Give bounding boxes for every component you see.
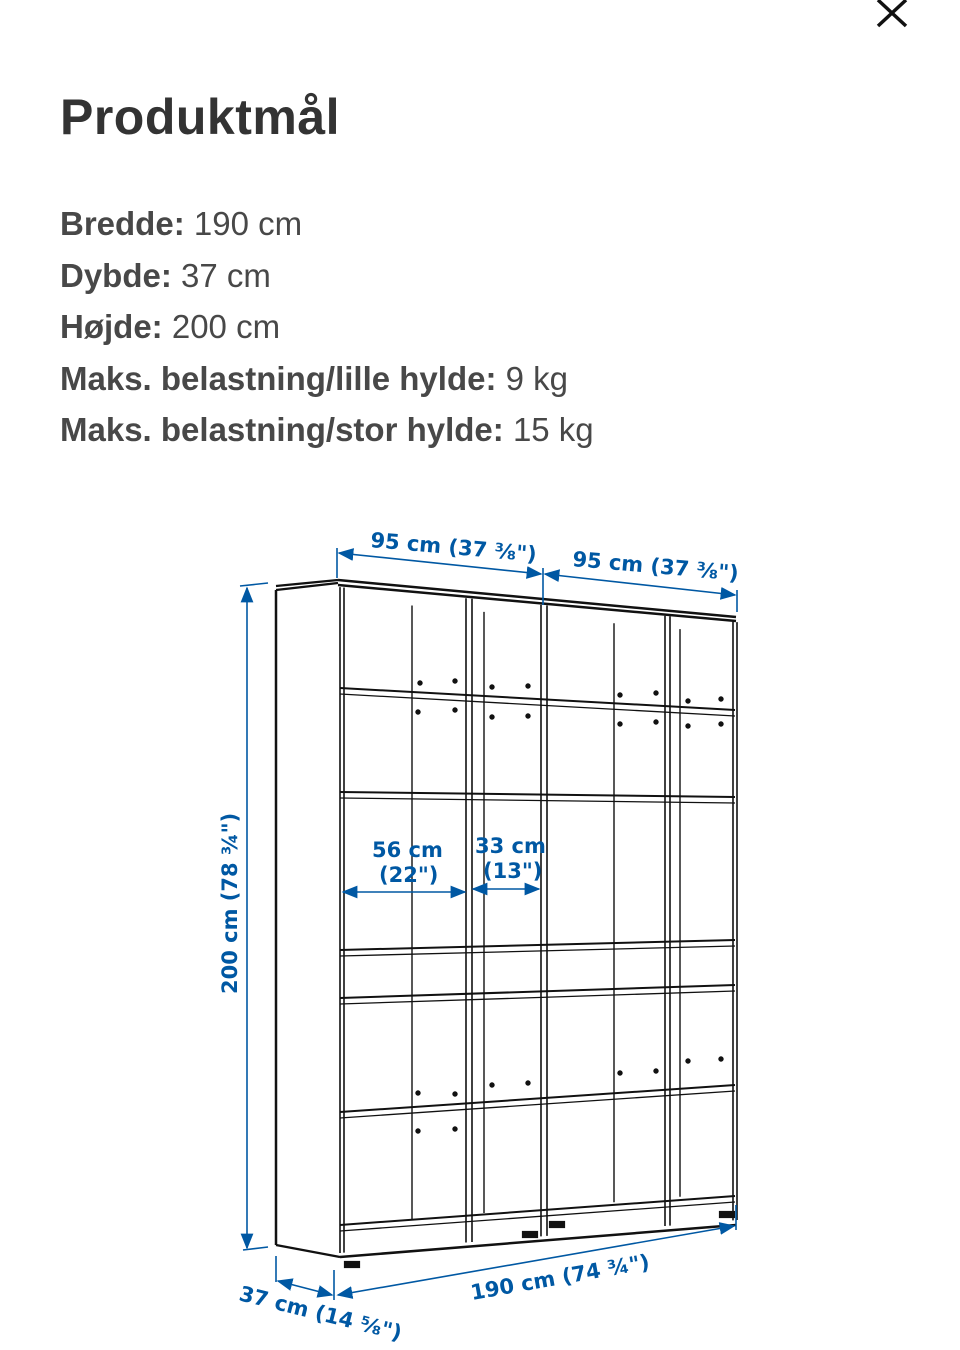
spec-label: Maks. belastning/lille hylde:	[60, 359, 497, 397]
shelf-pin-hole	[719, 1057, 722, 1060]
shelf-pin-hole	[416, 1129, 419, 1132]
shelf-pin-hole	[416, 1091, 419, 1094]
shelf-pin-hole	[526, 684, 529, 687]
close-icon	[872, 0, 912, 28]
spec-label: Maks. belastning/stor hylde:	[60, 411, 504, 448]
shelf-pin-hole	[490, 1083, 493, 1086]
bookcase-line	[340, 1225, 736, 1257]
bookcase-line	[340, 1202, 735, 1231]
shelf-pin-hole	[453, 1092, 456, 1095]
shelf-pin-hole	[719, 697, 722, 700]
bookcase-line	[276, 1245, 340, 1257]
bookcase-line	[340, 985, 735, 998]
shelf-pin-hole	[526, 714, 529, 717]
spec-height	[60, 301, 594, 353]
small-shelf-width-inch: (13")	[483, 859, 543, 883]
shelf-pin-hole	[686, 1059, 689, 1062]
bookcase-line	[340, 792, 735, 797]
shelf-pin-hole	[654, 1069, 657, 1072]
spec-depth	[60, 250, 594, 302]
bookcase-line	[340, 688, 735, 710]
spec-max-load-small	[60, 353, 594, 405]
spec-width	[60, 198, 594, 250]
spec-value: 9 kg	[505, 359, 568, 397]
shelf-pin-hole	[686, 724, 689, 727]
shelf-pin-hole	[654, 720, 657, 723]
width-right-label: 95 cm (37 ⅜")	[571, 547, 740, 586]
spec-max-load-large	[60, 404, 594, 456]
spec-label: Dybde:	[60, 256, 172, 294]
shelf-pin-hole	[654, 691, 657, 694]
spec-value: 200 cm	[171, 308, 281, 345]
shelf-pin-hole	[618, 1071, 621, 1074]
bookcase-foot	[345, 1262, 359, 1267]
bookcase-line	[340, 1091, 735, 1118]
bookcase-line	[340, 991, 735, 1004]
shelf-pin-hole	[490, 685, 493, 688]
bookcase-dimension-drawing	[0, 500, 960, 1350]
shelf-pin-hole	[490, 715, 493, 718]
shelf-pin-hole	[453, 708, 456, 711]
bookcase-line	[338, 580, 736, 617]
height-label: 200 cm (78 ¾")	[218, 812, 242, 994]
spec-list	[60, 198, 594, 456]
bookcase-foot	[523, 1232, 537, 1237]
dimension-lines	[240, 548, 737, 1300]
total-width-label: 190 cm (74 ¾")	[468, 1249, 652, 1305]
bookcase-foot	[720, 1212, 734, 1217]
shelf-pin-hole	[453, 679, 456, 682]
close-button[interactable]	[872, 0, 912, 28]
bookcase-foot	[550, 1222, 564, 1227]
shelf-pin-hole	[526, 1081, 529, 1084]
spec-value: 190 cm	[193, 205, 303, 242]
bookcase-illustration	[276, 580, 737, 1267]
shelf-pin-hole	[719, 722, 722, 725]
large-shelf-width-label: 56 cm	[372, 838, 443, 862]
page-title: Produktmål	[60, 89, 341, 145]
bookcase-line	[340, 1196, 735, 1225]
shelf-pin-hole	[418, 681, 421, 684]
bookcase-line	[338, 585, 736, 621]
shelf-pin-hole	[618, 722, 621, 725]
bookcase-line	[340, 940, 735, 950]
shelf-pin-hole	[618, 693, 621, 696]
spec-label: Bredde:	[60, 205, 185, 242]
bookcase-line	[340, 694, 735, 716]
bookcase-line	[340, 1085, 735, 1112]
spec-label: Højde:	[60, 308, 163, 345]
shelf-pin-hole	[416, 710, 419, 713]
small-shelf-width-label: 33 cm	[475, 834, 546, 858]
bookcase-line	[340, 798, 735, 803]
spec-value: 37 cm	[181, 256, 271, 294]
shelf-pin-hole	[453, 1127, 456, 1130]
shelf-pin-hole	[686, 699, 689, 702]
spec-value: 15 kg	[512, 411, 594, 448]
depth-label: 37 cm (14 ⅝")	[236, 1281, 405, 1346]
width-left-label: 95 cm (37 ⅜")	[369, 528, 538, 567]
large-shelf-width-inch: (22")	[379, 863, 439, 887]
